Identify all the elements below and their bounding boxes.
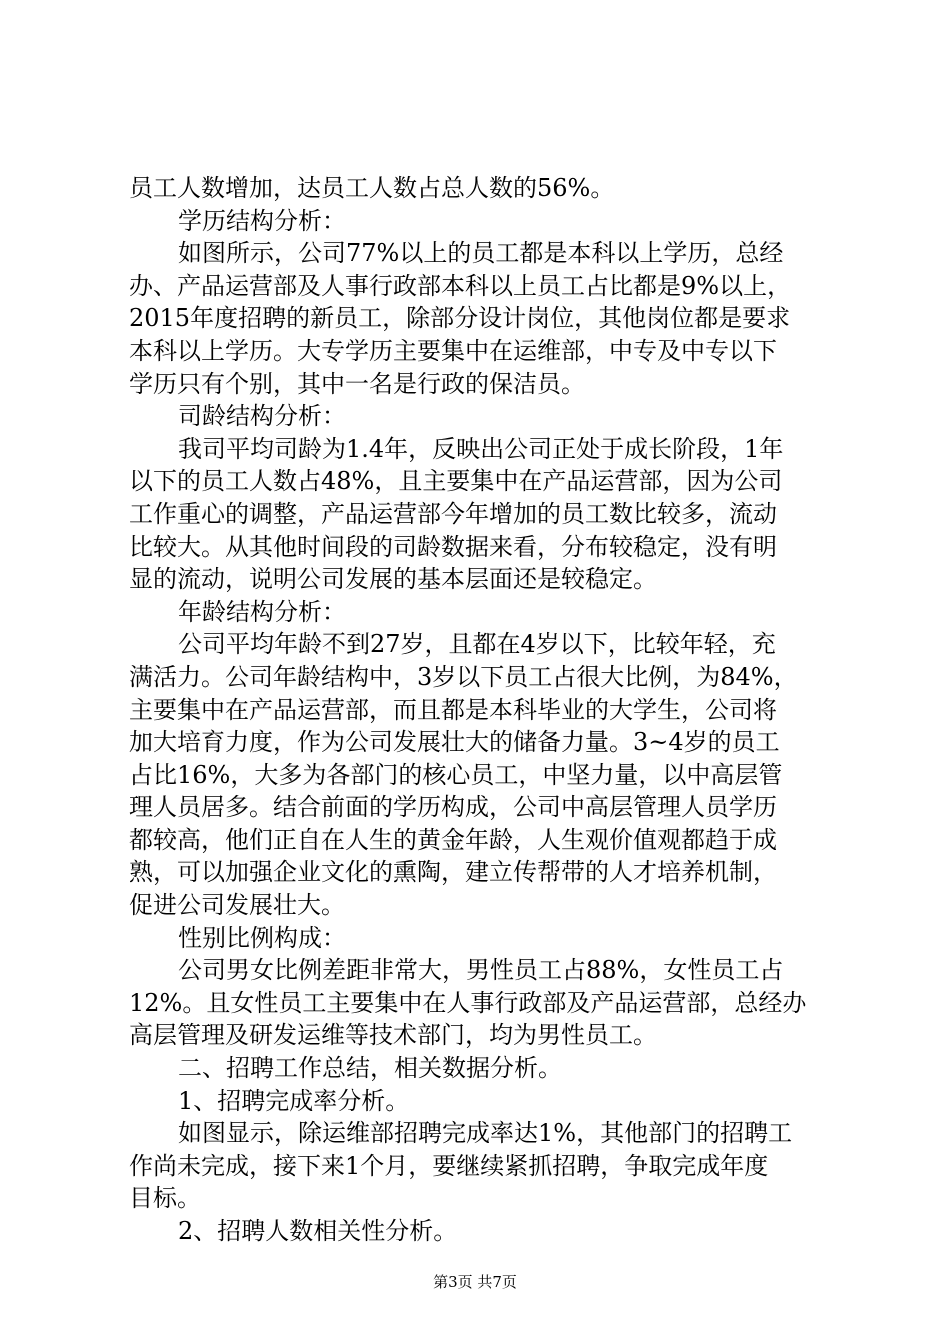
body-line: 公司男女比例差距非常大，男性员工占88%，女性员工占 [178,956,784,985]
body-line: 占比16%，大多为各部门的核心员工，中坚力量，以中高层管 [129,760,783,789]
section-heading-age: 年龄结构分析： [178,597,346,626]
body-line: 目标。 [129,1184,201,1213]
body-line: 主要集中在产品运营部，而且都是本科毕业的大学生，公司将 [129,695,777,724]
body-line: 以下的员工人数占48%，且主要集中在产品运营部，因为公司 [129,467,783,496]
section-heading-recruitment: 二、招聘工作总结，相关数据分析。 [178,1054,562,1083]
body-line: 如图显示，除运维部招聘完成率达1%，其他部门的招聘工 [178,1119,793,1148]
body-line: 学历只有个别，其中一名是行政的保洁员。 [129,369,585,398]
page-footer: 第3页 共7页 [433,1273,517,1291]
body-line: 员工人数增加，达员工人数占总人数的56%。 [129,174,615,202]
body-line: 作尚未完成，接下来1个月，要继续紧抓招聘，争取完成年度 [129,1151,769,1180]
body-line: 本科以上学历。大专学历主要集中在运维部，中专及中专以下 [129,336,777,365]
body-line: 满活力。公司年龄结构中，3岁以下员工占很大比例，为84%， [129,662,798,691]
body-line: 加大培育力度，作为公司发展壮大的储备力量。3~4岁的员工 [129,728,780,757]
body-line: 比较大。从其他时间段的司龄数据来看，分布较稳定，没有明 [129,532,777,561]
subsection-heading-correlation: 2、招聘人数相关性分析。 [178,1217,458,1245]
body-line: 2015年度招聘的新员工，除部分设计岗位，其他岗位都是要求 [129,304,791,333]
document-body [129,172,841,1248]
body-line: 如图所示，公司77%以上的员工都是本科以上学历，总经 [178,239,784,268]
body-line: 都较高，他们正自在人生的黄金年龄，人生观价值观都趋于成 [129,825,777,854]
body-line: 办、产品运营部及人事行政部本科以上员工占比都是9%以上， [129,271,792,300]
section-heading-gender: 性别比例构成： [178,923,346,952]
body-line: 工作重心的调整，产品运营部今年增加的员工数比较多，流动 [129,499,777,528]
body-line: 公司平均年龄不到27岁，且都在4岁以下，比较年轻，充 [178,630,776,659]
subsection-heading-completion-rate: 1、招聘完成率分析。 [178,1086,410,1115]
body-line: 熟，可以加强企业文化的熏陶，建立传帮带的人才培养机制， [129,858,777,887]
body-line: 我司平均司龄为1.4年，反映出公司正处于成长阶段，1年 [178,434,784,463]
body-line: 促进公司发展壮大。 [129,891,345,920]
section-heading-education: 学历结构分析： [178,206,346,235]
body-line: 高层管理及研发运维等技术部门，均为男性员工。 [129,1021,657,1050]
body-line: 显的流动，说明公司发展的基本层面还是较稳定。 [129,565,657,594]
body-line: 12%。且女性员工主要集中在人事行政部及产品运营部，总经办 [129,988,807,1017]
section-heading-tenure: 司龄结构分析： [178,402,346,431]
body-line: 理人员居多。结合前面的学历构成，公司中高层管理人员学历 [129,793,777,822]
